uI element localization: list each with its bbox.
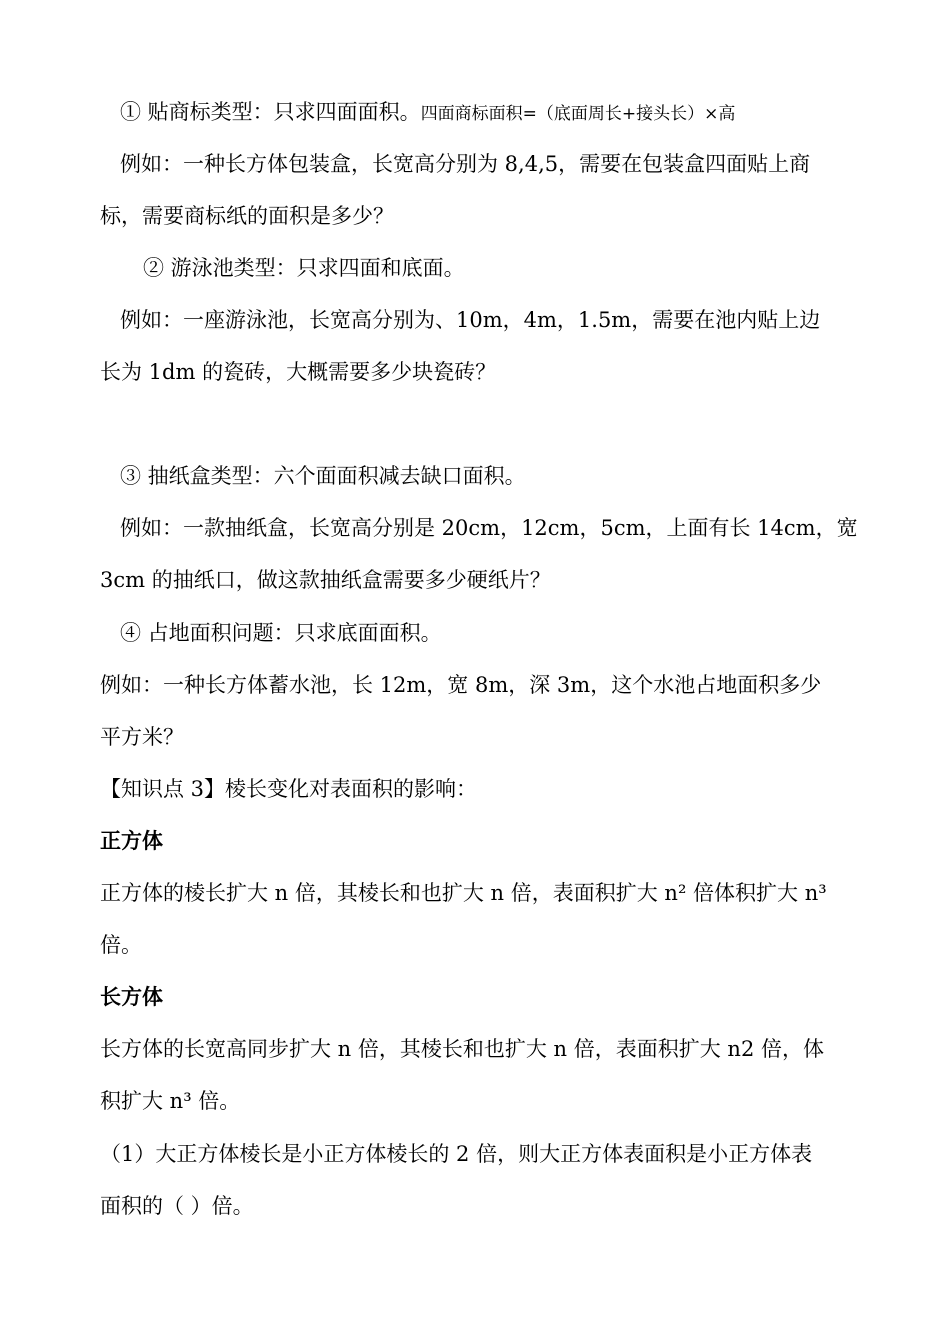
example-pool-line1: 例如：一座游泳池，长宽高分别为、10m，4m，1.5m，需要在池内贴上边 bbox=[120, 308, 821, 332]
line-sticker-type bbox=[120, 97, 880, 129]
cube-rule-line2: 倍。 bbox=[100, 933, 142, 957]
pool-type-heading: ② 游泳池类型：只求四面和底面。 bbox=[143, 256, 465, 280]
question-1-line2: 面积的（ ）倍。 bbox=[100, 1194, 254, 1218]
sticker-area-formula: 四面商标面积=（底面周长+接头长）×高 bbox=[420, 104, 736, 124]
example-box-line2: 标，需要商标纸的面积是多少？ bbox=[100, 204, 394, 228]
cube-rule-line1: 正方体的棱长扩大 n 倍，其棱长和也扩大 n 倍，表面积扩大 n² 倍体积扩大 n³ bbox=[100, 881, 827, 905]
question-1-line1: （1）大正方体棱长是小正方体棱长的 2 倍，则大正方体表面积是小正方体表 bbox=[100, 1142, 813, 1166]
sticker-type-heading: ① 贴商标类型：只求四面面积。 bbox=[120, 100, 421, 124]
cube-heading: 正方体 bbox=[100, 829, 163, 853]
example-reservoir-line1: 例如：一种长方体蓄水池，长 12m，宽 8m，深 3m，这个水池占地面积多少 bbox=[100, 673, 822, 697]
example-tissue-line1: 例如：一款抽纸盒，长宽高分别是 20cm，12cm，5cm，上面有长 14cm，宽 bbox=[120, 516, 858, 540]
example-pool-line2: 长为 1dm 的瓷砖，大概需要多少块瓷砖？ bbox=[100, 360, 497, 384]
example-tissue-line2: 3cm 的抽纸口，做这款抽纸盒需要多少硬纸片？ bbox=[100, 568, 551, 592]
knowledge-point-3-heading: 【知识点 3】棱长变化对表面积的影响： bbox=[100, 777, 478, 801]
cuboid-heading: 长方体 bbox=[100, 985, 163, 1009]
example-box-line1: 例如：一种长方体包装盒，长宽高分别为 8,4,5，需要在包装盒四面贴上商 bbox=[120, 152, 811, 176]
cuboid-rule-line2: 积扩大 n³ 倍。 bbox=[100, 1089, 241, 1113]
floor-area-type-heading: ④ 占地面积问题：只求底面面积。 bbox=[120, 621, 442, 645]
example-reservoir-line2: 平方米？ bbox=[100, 725, 184, 749]
tissue-box-type-heading: ③ 抽纸盒类型：六个面面积减去缺口面积。 bbox=[120, 464, 526, 488]
cuboid-rule-line1: 长方体的长宽高同步扩大 n 倍，其棱长和也扩大 n 倍，表面积扩大 n2 倍，体 bbox=[100, 1037, 824, 1061]
